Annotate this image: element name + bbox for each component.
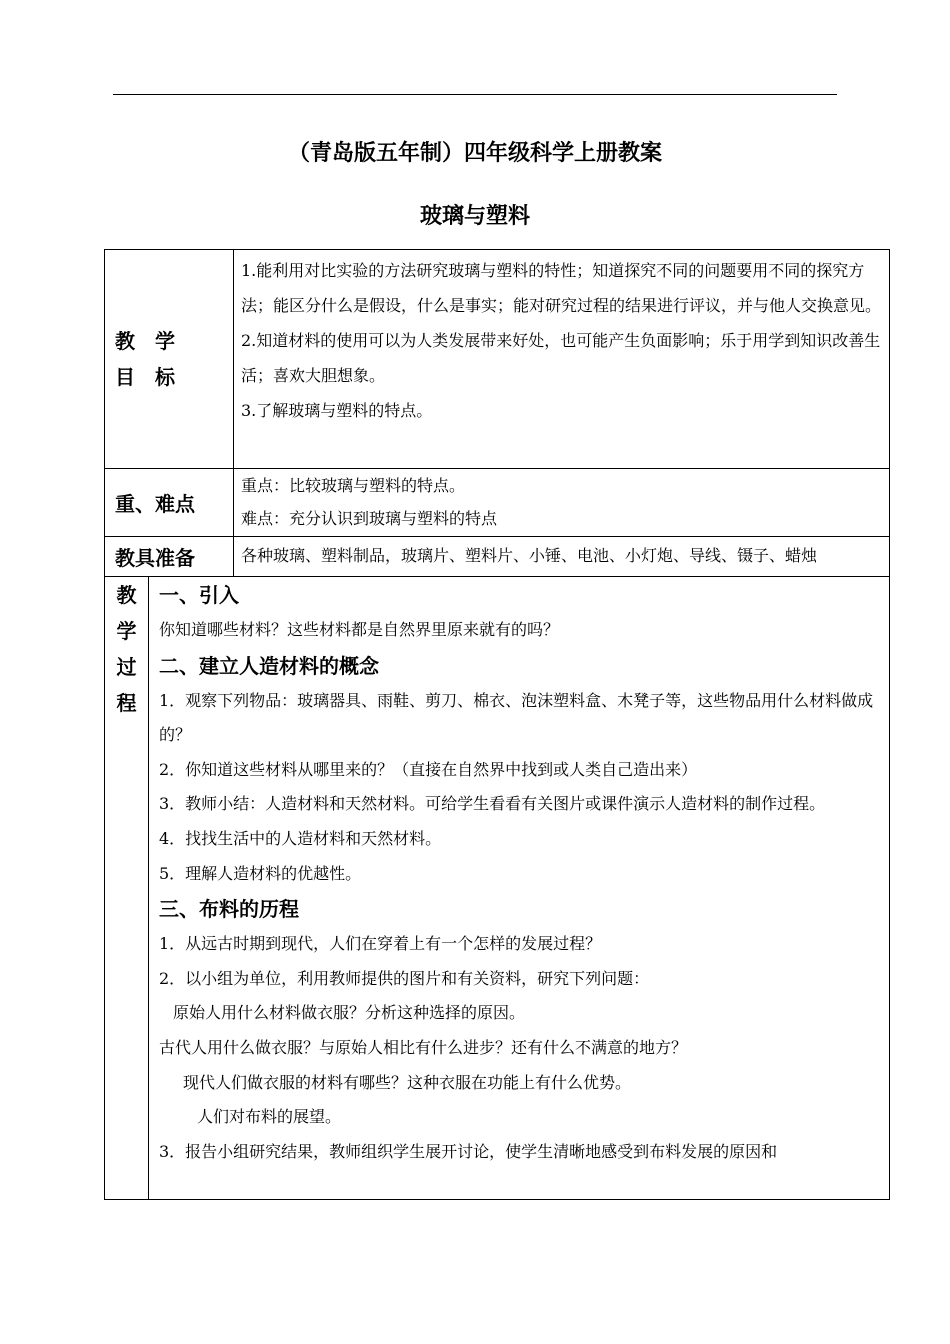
tools-row [105,537,890,577]
process-line: 5．理解人造材料的优越性。 [159,863,362,883]
section-heading: 二、建立人造材料的概念 [159,653,379,678]
process-line: 1．从远古时期到现代，人们在穿着上有一个怎样的发展过程？ [159,934,602,954]
goal-item: 2.知道材料的使用可以为人类发展带来好处，也可能产生负面影响；乐于用学到知识改善生活；喜欢大胆想象。 [241,331,881,385]
process-line: 3．报告小组研究结果，教师组织学生展开讨论，使学生清晰地感受到布料发展的原因和 [159,1141,778,1161]
difficult-point: 难点：充分认识到玻璃与塑料的特点 [241,509,498,528]
goals-row [105,250,890,469]
process-line: 原始人用什么材料做衣服？分析这种选择的原因。 [173,1003,526,1023]
tools-label: 教具准备 [105,537,234,577]
key-point: 重点：比较玻璃与塑料的特点。 [241,476,466,495]
process-line: 2．以小组为单位，利用教师提供的图片和有关资料，研究下列问题： [159,968,650,988]
process-line: 3．教师小结：人造材料和天然材料。可给学生看看有关图片或课件演示人造材料的制作过程。 [159,794,826,814]
section-heading: 一、引入 [159,583,239,607]
lesson-plan-table [104,249,890,1200]
tools-content: 各种玻璃、塑料制品，玻璃片、塑料片、小锤、电池、小灯炮、导线、镊子、蜡烛 [234,537,890,577]
process-line: 人们对布料的展望。 [197,1107,342,1127]
process-row [105,577,890,1200]
process-line: 1．观察下列物品：玻璃器具、雨鞋、剪刀、棉衣、泡沫塑料盒、木凳子等，这些物品用什么材料做成的？ [159,690,874,745]
process-line: 你知道哪些材料？这些材料都是自然界里原来就有的吗？ [159,620,560,639]
lesson-title: 玻璃与塑料 [419,204,530,229]
key-points-row [105,469,890,537]
key-points-label: 重、难点 [105,469,234,537]
goal-item: 3.了解玻璃与塑料的特点。 [241,401,433,420]
process-line: 4．找找生活中的人造材料和天然材料。 [159,828,442,848]
process-line: 现代人们做衣服的材料有哪些？这种衣服在功能上有什么优势。 [183,1072,632,1092]
process-line: 古代人用什么做衣服？与原始人相比有什么进步？还有什么不满意的地方？ [159,1037,688,1057]
goals-label: 教学 目标 [105,250,234,469]
goals-content [234,250,890,469]
goal-item: 1.能利用对比实验的方法研究玻璃与塑料的特性；知道探究不同的问题要用不同的探究方法；能区分什么是假设，什么是事实；能对研究过程的结果进行评议，并与他人交换意见。 [241,261,882,315]
process-line: 2．你知道这些材料从哪里来的？（直接在自然界中找到或人类自己造出来） [159,759,698,779]
section-heading: 三、布料的历程 [159,897,299,922]
process-content [149,577,890,1200]
key-points-content [234,469,890,537]
header-rule [113,94,837,95]
document-title: （青岛版五年制）四年级科学上册教案 [287,141,662,166]
process-label: 教 学 过 程 [105,577,149,1200]
